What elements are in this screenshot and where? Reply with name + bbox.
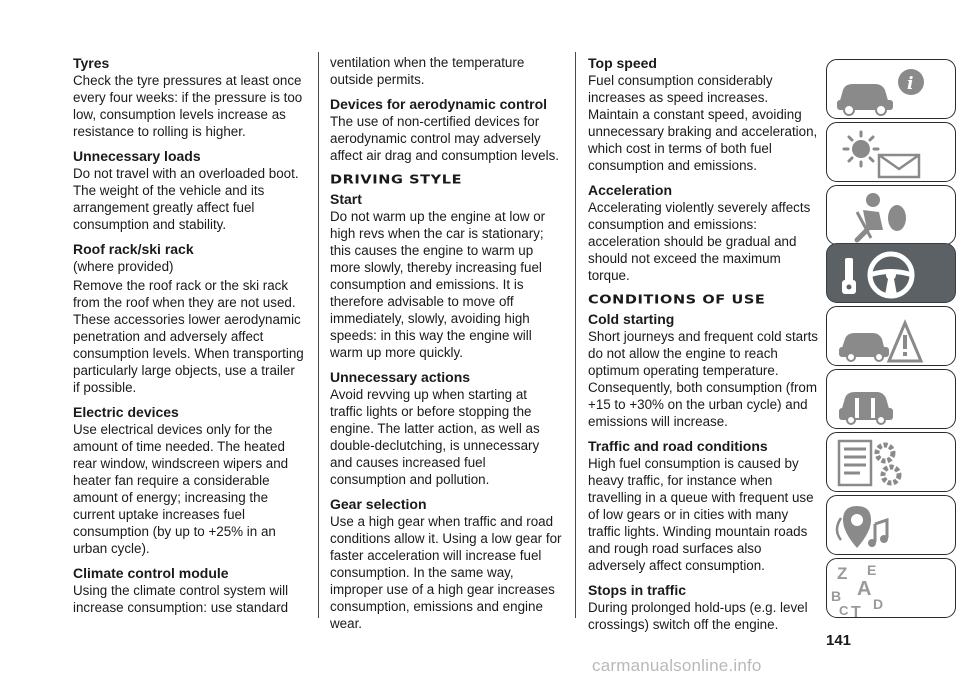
tab-maintenance[interactable] (826, 369, 956, 429)
key-steering-wheel-icon (827, 244, 956, 303)
section-text-aerodynamic: The use of non-certified devices for aerodynamic control may adversely affect air drag and consumption levels. (330, 114, 560, 163)
section-title-top-speed: Top speed (588, 55, 657, 71)
index-letter: T (851, 604, 861, 619)
index-letter: B (831, 588, 842, 604)
section-text-unnecessary-loads: Do not travel with an overloaded boot. The weight of the vehicle and its arrangement greatly affect fuel consumption and stability. (73, 166, 299, 232)
section-title-traffic: Traffic and road conditions (588, 438, 768, 454)
section-title-aerodynamic: Devices for aerodynamic control (330, 96, 548, 112)
column-divider-left (318, 52, 319, 618)
section-title-tyres: Tyres (73, 55, 110, 71)
tab-safety[interactable] (826, 185, 956, 245)
warning-light-message-icon (827, 123, 956, 182)
column-3 (588, 54, 820, 640)
index-letter: C (839, 603, 849, 618)
tab-emergency[interactable] (826, 306, 956, 366)
column-2 (330, 54, 562, 639)
svg-text:i: i (907, 74, 914, 94)
tab-index[interactable] (826, 558, 956, 618)
section-text-start: Do not warm up the engine at low or high revs when the car is stationary; this causes the engine to warm up more slowly, thereby increasing fuel consumption and emissions. It is therefore advisable to move off immediately, slowly, avoiding high speeds: in this way the engine will warm up more quickly. (330, 209, 546, 360)
page-number: 141 (826, 632, 852, 649)
section-text-tyres: Check the tyre pressures at least once every four weeks: if the pressure is too low, consumption levels increase as resistance to rolling is higher. (73, 73, 303, 139)
heading-conditions-of-use: CONDITIONS OF USE (588, 292, 766, 308)
airbag-seat-icon (827, 186, 956, 245)
breakdown-warning-icon (827, 307, 956, 366)
car-info-icon (827, 60, 956, 119)
section-title-stops-in-traffic: Stops in traffic (588, 582, 687, 598)
car-service-icon (827, 370, 956, 429)
tab-technical-data[interactable] (826, 432, 956, 492)
section-title-acceleration: Acceleration (588, 182, 673, 198)
index-letter: A (857, 578, 872, 600)
section-title-cold-starting: Cold starting (588, 311, 675, 327)
section-subtitle-roof-rack: (where provided) (73, 259, 174, 274)
section-title-electric-devices: Electric devices (73, 404, 179, 420)
section-text-acceleration: Accelerating violently severely affects consumption and emissions: acceleration should be gradual and should not exceed the maximum torque. (588, 200, 811, 283)
index-letter: Z (837, 564, 848, 583)
tab-starting-driving[interactable] (826, 243, 956, 303)
section-text-gear-selection: Use a high gear when traffic and road conditions allow it. Using a low gear for faster acceleration will increase fuel consumption. In the same way, improper use of a high gear increases consumption, emissions and engine wear. (330, 514, 562, 631)
section-text-top-speed: Fuel consumption considerably increases as speed increases. Maintain a constant speed, avoiding unnecessary braking and acceleration, which cost in terms of both fuel consumption and emissions. (588, 73, 818, 173)
tab-car-info[interactable] (826, 59, 956, 119)
section-title-start: Start (330, 191, 362, 207)
section-text-cold-starting: Short journeys and frequent cold starts do not allow the engine to reach optimum operating temperature. Consequently, both consumption (from +15 to +30% on the urban cycle) and emissions will increase. (588, 329, 819, 429)
section-title-unnecessary-actions: Unnecessary actions (330, 369, 471, 385)
column-divider-right (575, 52, 576, 618)
section-title-unnecessary-loads: Unnecessary loads (73, 148, 201, 164)
footer-watermark: carmanualsonline.info (592, 656, 762, 675)
column-1 (73, 54, 305, 623)
tab-warning-lights[interactable] (826, 122, 956, 182)
multimedia-icon (827, 496, 956, 555)
index-letter: D (873, 596, 884, 612)
section-text-traffic: High fuel consumption is caused by heavy traffic, for instance when travelling in a queue with frequent use of low gears or in cities with many traffic lights. Winding mountain roads and rough road surfaces also adversely affect consumption. (588, 456, 814, 573)
section-title-roof-rack: Roof rack/ski rack (73, 241, 194, 257)
section-text-electric-devices: Use electrical devices only for the amount of time needed. The heated rear window, windscreen wipers and heater fan require a considerable amount of energy; increasing the current uptake increases fuel consumption (by up to +25% in an urban cycle). (73, 422, 289, 556)
section-text-unnecessary-actions: Avoid revving up when starting at traffic lights or before stopping the engine. The latter action, as well as double-declutching, is unnecessary and causes increased fuel consumption and pollution. (330, 387, 540, 487)
index-letter: E (867, 562, 877, 578)
section-text-stops-in-traffic: During prolonged hold-ups (e.g. level crossings) switch off the engine. (588, 600, 808, 632)
section-title-gear-selection: Gear selection (330, 496, 427, 512)
continued-text: ventilation when the temperature outside permits. (330, 55, 525, 87)
alphabetical-index-icon (827, 559, 956, 618)
section-title-climate-control: Climate control module (73, 565, 229, 581)
tab-multimedia[interactable] (826, 495, 956, 555)
section-text-roof-rack: Remove the roof rack or the ski rack from the roof when they are not used. These accessories lower aerodynamic penetration and adversely affect consumption levels. When transporting particularly large objects, use a trailer if possible. (73, 278, 304, 395)
heading-driving-style: DRIVING STYLE (330, 172, 463, 188)
section-text-climate-control: Using the climate control system will increase consumption: use standard (73, 583, 289, 615)
technical-data-icon (827, 433, 956, 492)
